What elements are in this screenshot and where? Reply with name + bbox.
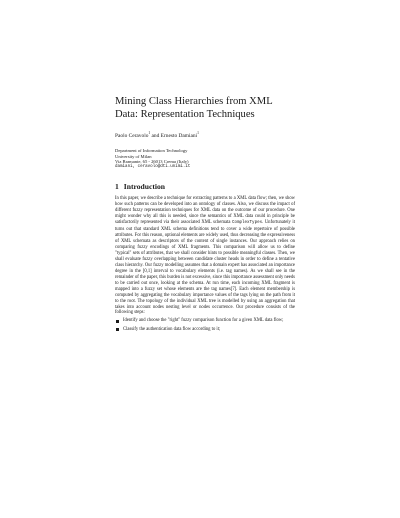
- steps-list: [115, 318, 295, 332]
- affiliation-block: [115, 148, 295, 170]
- bullet-icon: [116, 328, 119, 331]
- paragraph-text: In this paper, we describe a technique for extracting patterns to a XML data flow; then, we show how such patterns can be developed into an ontology of classes. Also, we discuss the impact of different fuzzy representation techniques for XML data on the outcome of our procedure. One might wonder why all this is needed, since the semantics of XML data could in principle be satisfactorily represented via their associated XML schemata: [115, 196, 295, 226]
- paper-title: Mining Class Hierarchies from XML Data: Representation Techniques: [115, 96, 273, 120]
- paragraph-text: . Unfortunately it turns out that standard XML schema definitions tend to cover a wide repertoire of possible attributes. For this reason, optional elements are widely used, thus decreasing the expressiveness of XML schemata as descriptors of the content of single instances. Our approach relies on comparing fuzzy encodings of XML fragments. This comparison will allow us to define "typical" sets of attributes, that we shall consider hints to possible meaningful classes. Then, we shall evaluate fuzzy overlapping between candidate cluster heads in order to define a tentative class hierarchy. Our fuzzy modelling assumes that a domain expert has associated an importance degree in the [0,1] interval to vocabulary elements (i.e. tag names). As we shall see in the remainder of the paper, this burden is not excessive, since this importance assessment only needs to be carried out once, looking at the schema. At run time, each incoming XML fragment is mapped into a fuzzy set whose elements are the tag names[7]. Each element membership is computed by aggregating the vocabulary importance values of the tags lying on the path from it to the root. The topology of the individual XML tree is modelled by using an aggregation that takes into account nodes nesting level or nodes occurrence. Our procedure consists of the following steps:: [115, 220, 296, 316]
- author-name: Paolo Ceravolo: [115, 133, 149, 139]
- list-item-text: Classify the authentication data flow according to it;: [123, 326, 221, 332]
- affiliation-department: Department of Information Technology: [115, 148, 188, 153]
- author-line: [115, 133, 295, 140]
- affiliation-marker: 1: [197, 131, 199, 136]
- list-item: [115, 327, 295, 333]
- section-heading: [115, 182, 295, 191]
- paper-page: [115, 95, 295, 335]
- affiliation-university: University of Milan: [115, 153, 152, 159]
- section-number: 1: [115, 182, 119, 192]
- affiliation-emails: damiani, ceravolo@dti.unimi.it: [115, 164, 191, 169]
- intro-paragraph: [115, 196, 295, 316]
- section-title: Introduction: [123, 182, 166, 192]
- list-item-text: Identify and choose the "right" fuzzy comparison function for a given XML data flow;: [123, 318, 284, 324]
- author-name: Ernesto Damiani: [160, 133, 198, 139]
- author-conjunction: and: [150, 133, 161, 139]
- bullet-icon: [116, 320, 119, 323]
- affiliation-marker: 1: [148, 131, 151, 136]
- affiliation-address: Via Bramante, 65 - 26013 Crema (Italy): [115, 159, 189, 165]
- list-item: [115, 318, 295, 324]
- inline-code: ComplexTypes: [231, 221, 263, 226]
